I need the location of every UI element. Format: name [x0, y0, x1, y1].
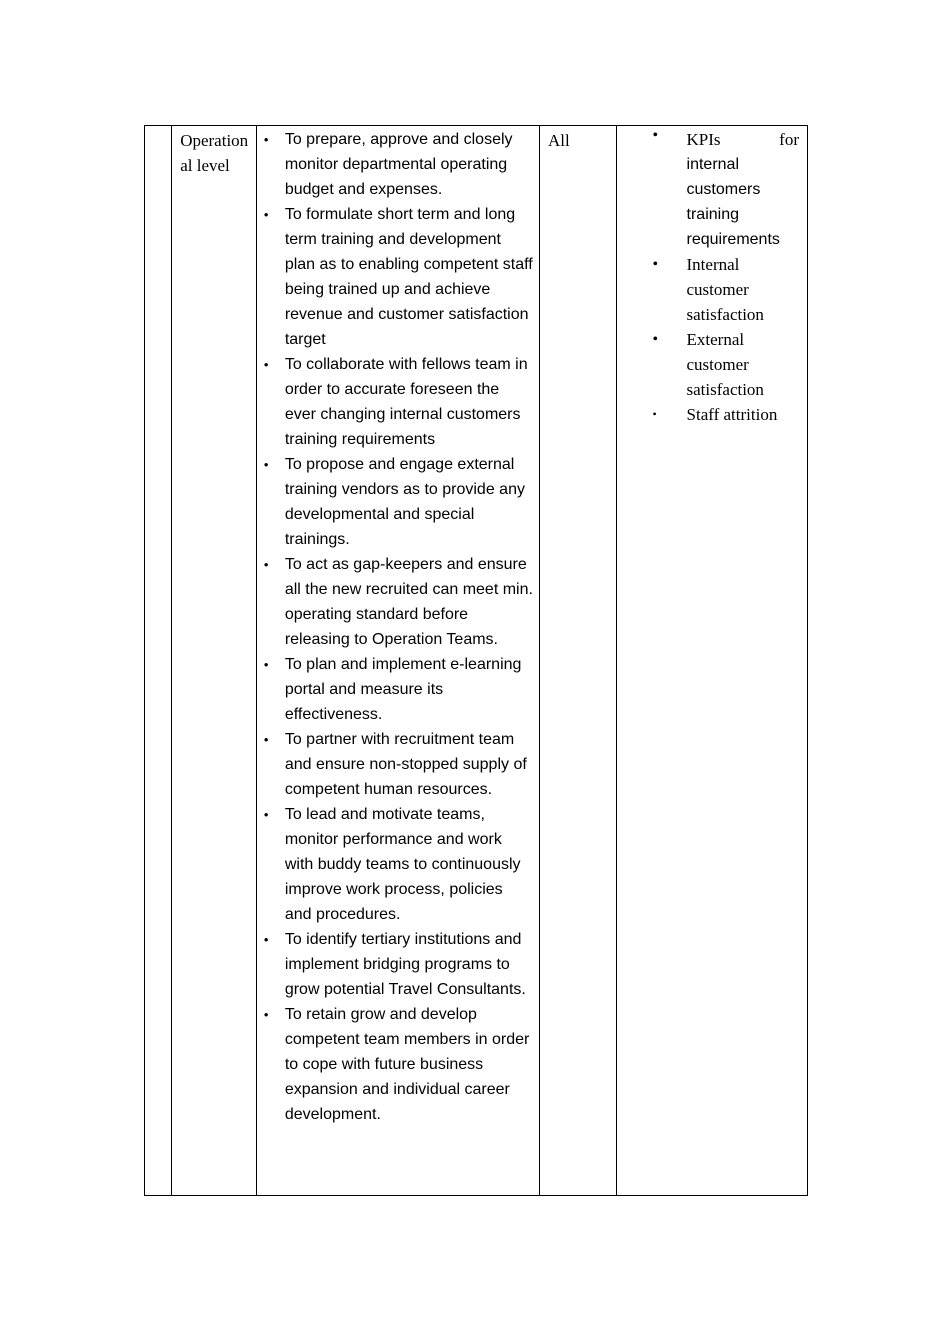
kpi-word: KPIs	[686, 130, 721, 149]
list-item	[257, 202, 533, 352]
list-item	[257, 127, 533, 202]
level-cell	[172, 126, 257, 1196]
scope-cell	[539, 126, 616, 1196]
bullet-icon: •	[263, 457, 269, 472]
duty-text: To prepare, approve and closely monitor departmental operating budget and expenses.	[284, 131, 513, 198]
list-item	[617, 327, 799, 402]
list-item	[617, 252, 799, 327]
list-item	[257, 927, 533, 1002]
list-item	[257, 1002, 533, 1127]
list-item	[257, 452, 533, 552]
kpi-text: Internal customer satisfaction	[686, 255, 764, 324]
duty-text: To lead and motivate teams, monitor performance and work with buddy teams to continuously improve work process, policies and procedures.	[284, 806, 521, 923]
duty-text: To propose and engage external training vendors as to provide any developmental and special trainings.	[284, 456, 525, 548]
duty-text: To formulate short term and long term training and development plan as to enabling competent staff being trained up and achieve revenue and customer satisfaction target	[284, 206, 533, 348]
bullet-icon: •	[652, 127, 659, 144]
scope-text: All	[547, 131, 570, 150]
bullet-icon: •	[263, 807, 269, 822]
bullet-icon: •	[263, 357, 269, 372]
bullet-icon: •	[263, 557, 269, 572]
kpi-text: internal customers training requirements	[686, 156, 780, 248]
list-item	[257, 552, 533, 652]
bullet-icon: •	[263, 657, 269, 672]
duties-list	[257, 127, 533, 1127]
bullet-icon: •	[263, 1007, 269, 1022]
duty-text: To act as gap-keepers and ensure all the new recruited can meet min. operating standard before releasing to Operation Teams.	[284, 556, 533, 648]
level-label-line-2: al level	[180, 156, 230, 175]
bullet-icon: •	[263, 132, 269, 147]
kpi-list	[617, 127, 799, 427]
bullet-icon: •	[263, 207, 269, 222]
duty-text: To retain grow and develop competent team members in order to cope with future business expansion and individual career development.	[284, 1006, 530, 1123]
table-row	[145, 126, 808, 1196]
kpi-first-line	[687, 127, 799, 152]
bullet-icon: •	[263, 732, 269, 747]
duty-text: To partner with recruitment team and ensure non-stopped supply of competent human resources.	[284, 731, 527, 798]
kpi-text: External customer satisfaction	[686, 330, 764, 399]
list-item	[257, 652, 533, 727]
kpi-text: Staff attrition	[686, 405, 778, 424]
kpi-word: for	[779, 130, 799, 149]
list-item	[257, 352, 533, 452]
list-item	[617, 402, 799, 427]
list-item	[617, 127, 799, 252]
duty-text: To identify tertiary institutions and implement bridging programs to grow potential Travel Consultants.	[284, 931, 526, 998]
bullet-icon: •	[652, 407, 657, 421]
responsibilities-table	[144, 125, 808, 1196]
duties-cell	[256, 126, 539, 1196]
kpi-cell	[616, 126, 807, 1196]
bullet-icon: •	[652, 331, 659, 348]
bullet-icon: •	[652, 256, 659, 273]
duty-text: To collaborate with fellows team in order to accurate foreseen the ever changing internal customers training requirements	[284, 356, 528, 448]
duty-text: To plan and implement e-learning portal and measure its effectiveness.	[284, 656, 522, 723]
blank-cell	[145, 126, 172, 1196]
bullet-icon: •	[263, 932, 269, 947]
list-item	[257, 727, 533, 802]
list-item	[257, 802, 533, 927]
level-label-line-1: Operation	[180, 131, 249, 150]
